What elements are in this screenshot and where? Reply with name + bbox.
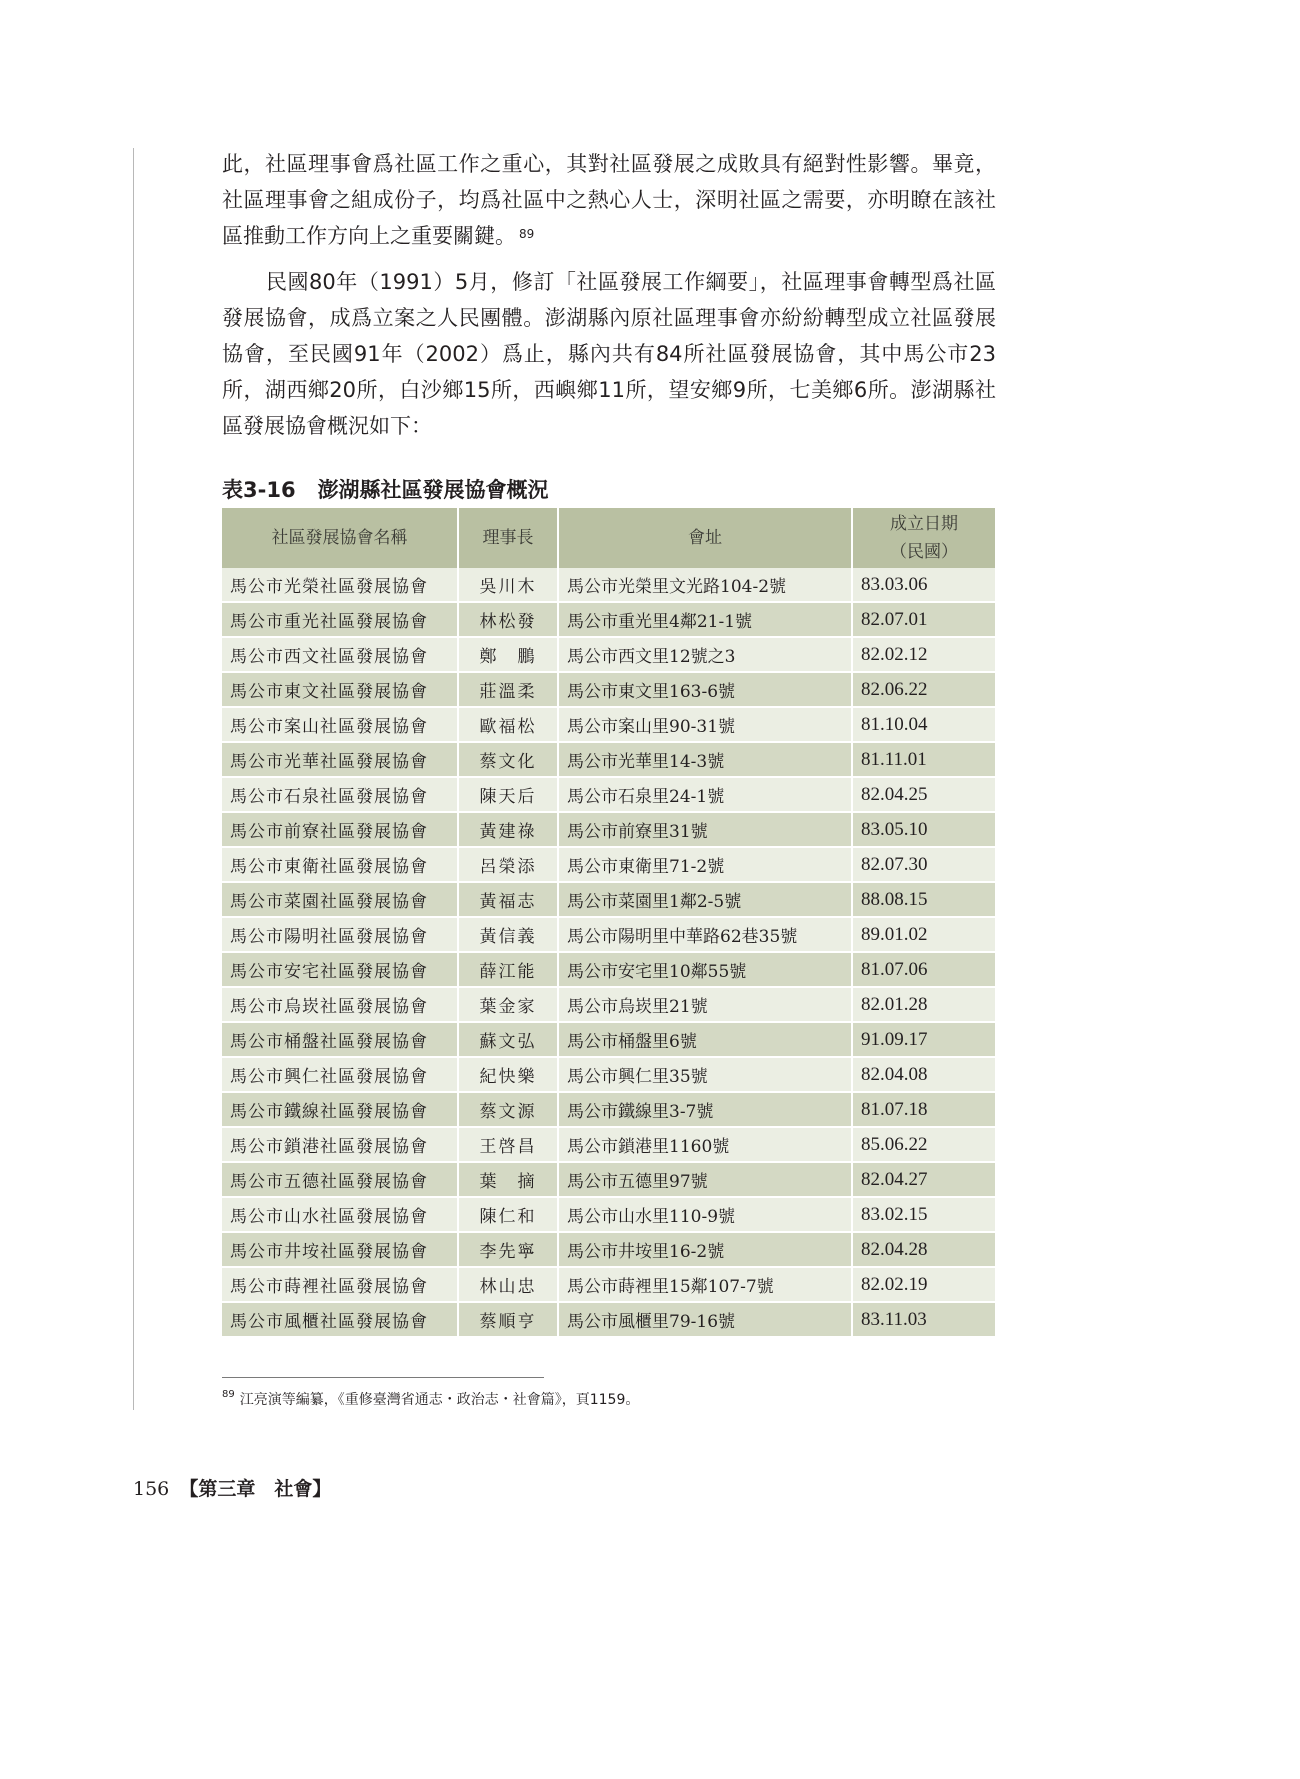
cell-date: 81.07.06 [852, 952, 996, 987]
cell-address: 馬公市井垵里16-2號 [558, 1232, 852, 1267]
cell-chair: 莊溫柔 [458, 672, 558, 707]
cell-name: 馬公市蒔裡社區發展協會 [222, 1267, 458, 1302]
table-caption-title: 澎湖縣社區發展協會概況 [317, 478, 549, 502]
body-text [222, 146, 996, 444]
cell-name: 馬公市井垵社區發展協會 [222, 1232, 458, 1267]
table-row [222, 777, 996, 812]
cell-name: 馬公市重光社區發展協會 [222, 602, 458, 637]
cell-date: 83.02.15 [852, 1197, 996, 1232]
cell-name: 馬公市安宅社區發展協會 [222, 952, 458, 987]
chapter-label: 【第三章 社會】 [179, 1478, 332, 1500]
cell-address: 馬公市光榮里文光路104-2號 [558, 568, 852, 602]
cell-chair: 黃建祿 [458, 812, 558, 847]
cell-date: 82.02.19 [852, 1267, 996, 1302]
table-row [222, 1057, 996, 1092]
cell-address: 馬公市西文里12號之3 [558, 637, 852, 672]
cell-name: 馬公市石泉社區發展協會 [222, 777, 458, 812]
cell-chair: 葉金家 [458, 987, 558, 1022]
paragraph-2: 民國80年（1991）5月，修訂「社區發展工作綱要」，社區理事會轉型爲社區發展協會，成爲立案之人民團體。澎湖縣內原社區理事會亦紛紛轉型成立社區發展協會，至民國91年（2002）爲止，縣內共有84所社區發展協會，其中馬公市23所，湖西鄉20所，白沙鄉15所，西嶼鄉11所，望安鄉9所，七美鄉6所。澎湖縣社區發展協會概況如下： [222, 270, 996, 438]
cell-date: 82.04.28 [852, 1232, 996, 1267]
cell-name: 馬公市東文社區發展協會 [222, 672, 458, 707]
cell-date: 83.11.03 [852, 1302, 996, 1337]
cell-name: 馬公市案山社區發展協會 [222, 707, 458, 742]
table-caption-number: 表3-16 [222, 478, 296, 502]
cell-name: 馬公市光榮社區發展協會 [222, 568, 458, 602]
cell-name: 馬公市風櫃社區發展協會 [222, 1302, 458, 1337]
table-row [222, 917, 996, 952]
cell-date: 82.04.27 [852, 1162, 996, 1197]
footnote-text: 江亮演等編纂，《重修臺灣省通志・政治志・社會篇》，頁1159。 [239, 1392, 640, 1408]
cell-address: 馬公市安宅里10鄰55號 [558, 952, 852, 987]
cell-name: 馬公市東衛社區發展協會 [222, 847, 458, 882]
cell-chair: 蔡順亨 [458, 1302, 558, 1337]
table-row [222, 1232, 996, 1267]
cell-address: 馬公市重光里4鄰21-1號 [558, 602, 852, 637]
cell-address: 馬公市蒔裡里15鄰107-7號 [558, 1267, 852, 1302]
cell-chair: 黃福志 [458, 882, 558, 917]
table-row [222, 952, 996, 987]
cell-date: 82.04.08 [852, 1057, 996, 1092]
cell-chair: 鄭 鵬 [458, 637, 558, 672]
cell-date: 82.07.30 [852, 847, 996, 882]
cell-chair: 李先寧 [458, 1232, 558, 1267]
cell-address: 馬公市五德里97號 [558, 1162, 852, 1197]
cell-chair: 黃信義 [458, 917, 558, 952]
cell-chair: 薛江能 [458, 952, 558, 987]
association-table [222, 508, 997, 1338]
cell-date: 83.03.06 [852, 568, 996, 602]
margin-rule [133, 148, 134, 1410]
footnote-ref[interactable]: 89 [519, 227, 535, 241]
cell-address: 馬公市風櫃里79-16號 [558, 1302, 852, 1337]
header-name: 社區發展協會名稱 [222, 508, 458, 568]
cell-name: 馬公市光華社區發展協會 [222, 742, 458, 777]
header-date [852, 508, 996, 568]
header-address: 會址 [558, 508, 852, 568]
paragraph-1 [222, 146, 996, 254]
cell-chair: 葉 摘 [458, 1162, 558, 1197]
footnote-rule [222, 1377, 544, 1378]
cell-chair: 陳仁和 [458, 1197, 558, 1232]
cell-date: 83.05.10 [852, 812, 996, 847]
table-row [222, 1302, 996, 1337]
cell-address: 馬公市興仁里35號 [558, 1057, 852, 1092]
cell-date: 82.04.25 [852, 777, 996, 812]
cell-name: 馬公市桶盤社區發展協會 [222, 1022, 458, 1057]
table-row [222, 1127, 996, 1162]
cell-address: 馬公市桶盤里6號 [558, 1022, 852, 1057]
cell-chair: 蔡文源 [458, 1092, 558, 1127]
footnote-number: 89 [222, 1389, 235, 1400]
cell-date: 81.11.01 [852, 742, 996, 777]
table-row [222, 987, 996, 1022]
page-number: 156 [133, 1478, 170, 1500]
cell-address: 馬公市東衛里71-2號 [558, 847, 852, 882]
cell-name: 馬公市鐵線社區發展協會 [222, 1092, 458, 1127]
table-row [222, 847, 996, 882]
cell-address: 馬公市陽明里中華路62巷35號 [558, 917, 852, 952]
cell-address: 馬公市鎖港里1160號 [558, 1127, 852, 1162]
header-date-line1: 成立日期 [890, 514, 958, 534]
cell-name: 馬公市陽明社區發展協會 [222, 917, 458, 952]
page-folio [133, 1474, 331, 1501]
table-row [222, 672, 996, 707]
cell-address: 馬公市前寮里31號 [558, 812, 852, 847]
cell-address: 馬公市光華里14-3號 [558, 742, 852, 777]
cell-chair: 蘇文弘 [458, 1022, 558, 1057]
cell-address: 馬公市東文里163-6號 [558, 672, 852, 707]
cell-name: 馬公市烏崁社區發展協會 [222, 987, 458, 1022]
table-row [222, 882, 996, 917]
cell-date: 81.10.04 [852, 707, 996, 742]
cell-chair: 林松發 [458, 602, 558, 637]
cell-chair: 王啓昌 [458, 1127, 558, 1162]
cell-name: 馬公市前寮社區發展協會 [222, 812, 458, 847]
table-row [222, 1162, 996, 1197]
paragraph-1-text: 此，社區理事會爲社區工作之重心，其對社區發展之成敗具有絕對性影響。畢竟，社區理事會之組成份子，均爲社區中之熱心人士，深明社區之需要，亦明瞭在該社區推動工作方向上之重要關鍵。 [222, 152, 996, 248]
cell-name: 馬公市西文社區發展協會 [222, 637, 458, 672]
cell-date: 85.06.22 [852, 1127, 996, 1162]
header-date-line2: （民國） [890, 542, 958, 562]
table-row [222, 568, 996, 602]
cell-chair: 吳川木 [458, 568, 558, 602]
cell-address: 馬公市鐵線里3-7號 [558, 1092, 852, 1127]
table-row [222, 637, 996, 672]
table-row [222, 1022, 996, 1057]
cell-chair: 蔡文化 [458, 742, 558, 777]
footnote [222, 1389, 639, 1409]
cell-address: 馬公市案山里90-31號 [558, 707, 852, 742]
cell-name: 馬公市鎖港社區發展協會 [222, 1127, 458, 1162]
table-row [222, 742, 996, 777]
cell-name: 馬公市興仁社區發展協會 [222, 1057, 458, 1092]
table-caption [222, 474, 549, 504]
header-chair: 理事長 [458, 508, 558, 568]
cell-date: 82.01.28 [852, 987, 996, 1022]
cell-name: 馬公市山水社區發展協會 [222, 1197, 458, 1232]
table-row [222, 1197, 996, 1232]
cell-name: 馬公市菜園社區發展協會 [222, 882, 458, 917]
cell-address: 馬公市烏崁里21號 [558, 987, 852, 1022]
table-body [222, 568, 996, 1337]
cell-name: 馬公市五德社區發展協會 [222, 1162, 458, 1197]
cell-address: 馬公市菜園里1鄰2-5號 [558, 882, 852, 917]
cell-date: 81.07.18 [852, 1092, 996, 1127]
table-row [222, 1267, 996, 1302]
cell-date: 89.01.02 [852, 917, 996, 952]
cell-date: 91.09.17 [852, 1022, 996, 1057]
table-row [222, 1092, 996, 1127]
table-row [222, 812, 996, 847]
cell-chair: 林山忠 [458, 1267, 558, 1302]
cell-date: 82.07.01 [852, 602, 996, 637]
cell-date: 82.02.12 [852, 637, 996, 672]
cell-date: 82.06.22 [852, 672, 996, 707]
cell-address: 馬公市山水里110-9號 [558, 1197, 852, 1232]
table-row [222, 602, 996, 637]
cell-chair: 紀快樂 [458, 1057, 558, 1092]
cell-chair: 呂榮添 [458, 847, 558, 882]
cell-chair: 歐福松 [458, 707, 558, 742]
cell-address: 馬公市石泉里24-1號 [558, 777, 852, 812]
table-row [222, 707, 996, 742]
table-header-row [222, 508, 996, 568]
cell-chair: 陳天后 [458, 777, 558, 812]
cell-date: 88.08.15 [852, 882, 996, 917]
